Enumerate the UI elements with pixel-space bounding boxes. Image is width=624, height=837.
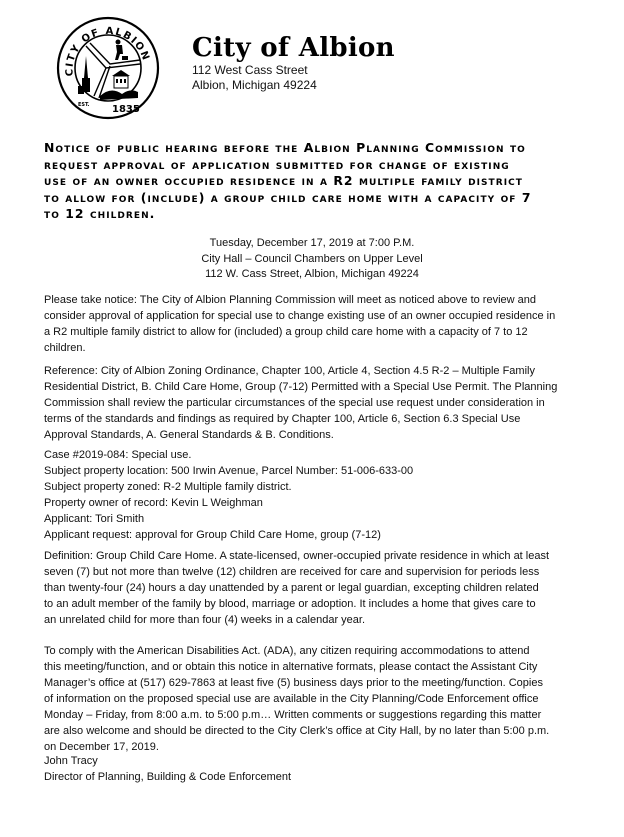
text-line: Definition: Group Child Care Home. A state-licensed, owner-occupied private residence in which at least — [44, 550, 550, 562]
text-line: to an adult member of the family by blood, marriage or adoption. It includes a home that gives care to — [44, 598, 536, 610]
case-details — [44, 447, 616, 543]
address-line-2: Albion, Michigan 49224 — [192, 78, 317, 92]
meeting-info — [0, 236, 624, 283]
text-line: than twenty-four (24) hours a day unattended by a parent or legal guardian, excepting children related — [44, 582, 539, 594]
text-line: Monday – Friday, from 8:00 a.m. to 5:00 p.m… Written comments or suggestions regarding this matter — [44, 709, 542, 721]
text-line: Residential District, B. Child Care Home, Group (7-12) Permitted with a Special Use Permit. The Planning — [44, 381, 558, 393]
signatory-title: Director of Planning, Building & Code Enforcement — [44, 771, 292, 783]
seal-est-text: EST. — [78, 102, 90, 108]
applicant: Applicant: Tori Smith — [44, 513, 145, 525]
property-owner: Property owner of record: Kevin L Weighman — [44, 497, 263, 509]
case-number: Case #2019-084: Special use. — [44, 449, 192, 461]
signatory-name: John Tracy — [44, 755, 98, 767]
address-line-1: 112 West Cass Street — [192, 63, 308, 77]
text-line: are also welcome and should be directed to the City Clerk’s office at City Hall, by no later than 5:00 p.m. — [44, 725, 550, 737]
meeting-location: City Hall – Council Chambers on Upper Level — [201, 252, 423, 265]
notice-title-line: request approval of application submitted for change of existing — [44, 156, 510, 172]
text-line: To comply with the American Disabilities Act. (ADA), any citizen requiring accommodations to attend — [44, 645, 530, 657]
notice-title-line: Notice of public hearing before the Albion Planning Commission to — [44, 140, 526, 155]
notice-paragraph — [44, 292, 616, 356]
seal-town-icon — [100, 70, 138, 100]
seal-figure-icon — [115, 40, 128, 61]
seal-year: 1835 — [112, 104, 140, 115]
text-line: Please take notice: The City of Albion Planning Commission will meet as noticed above to review and — [44, 294, 537, 306]
property-location: Subject property location: 500 Irwin Avenue, Parcel Number: 51-006-633-00 — [44, 465, 414, 477]
text-line: seven (7) but not more than twelve (12) children are received for care and supervision for periods less — [44, 566, 540, 578]
text-line: this meeting/function, and or obtain this notice in alternative formats, please contact the Assistant City — [44, 661, 538, 673]
city-name-heading: City of Albion — [192, 33, 395, 63]
meeting-datetime: Tuesday, December 17, 2019 at 7:00 P.M. — [209, 237, 415, 249]
property-zoning: Subject property zoned: R-2 Multiple family district. — [44, 481, 292, 493]
seal-top-text: CITY OF ALBION — [64, 25, 152, 77]
text-line: an unrelated child for more than four (4) weeks in a calendar year. — [44, 614, 366, 626]
notice-title — [44, 140, 614, 223]
notice-title-line: use of an owner occupied residence in a R2 multiple family district — [44, 173, 523, 189]
reference-paragraph — [44, 363, 616, 443]
ada-paragraph — [44, 643, 616, 755]
applicant-request: Applicant request: approval for Group Child Care Home, group (7-12) — [44, 529, 381, 541]
definition-paragraph — [44, 548, 616, 628]
text-line: terms of the standards and findings as required by Chapter 100, Article 6, Section 6.3 Special Use — [44, 413, 521, 425]
signature-block — [44, 753, 616, 785]
text-line: a R2 multiple family district to allow for (included) a group child care home with a capacity of 7 to 12 — [44, 326, 528, 338]
text-line: Reference: City of Albion Zoning Ordinance, Chapter 100, Article 4, Section 4.5 R-2 – Multiple Family — [44, 365, 535, 377]
text-line: Commission shall review the particular circumstances of the special use request under consideration in — [44, 397, 545, 409]
meeting-address: 112 W. Cass Street, Albion, Michigan 49224 — [205, 268, 419, 280]
notice-title-line: to allow for (include) a group child care home with a capacity of 7 — [44, 189, 532, 205]
city-seal-logo — [56, 16, 160, 120]
text-line: Manager’s office at (517) 629-7863 at least five (5) business days prior to the meeting/function. Copies — [44, 677, 543, 689]
text-line: children. — [44, 342, 86, 354]
svg-text:CITY OF ALBION — [64, 26, 151, 77]
text-line: consider approval of application for special use to change existing use of an owner occupied residence in — [44, 310, 556, 322]
text-line: Approval Standards, A. General Standards & B. Conditions. — [44, 429, 334, 441]
notice-title-line: to 12 children. — [44, 206, 156, 222]
text-line: of information on the proposed special use are available in the City Planning/Code Enforcement office — [44, 693, 539, 705]
text-line: on December 17, 2019. — [44, 741, 159, 753]
seal-church-icon — [78, 56, 90, 94]
letterhead — [192, 33, 395, 93]
